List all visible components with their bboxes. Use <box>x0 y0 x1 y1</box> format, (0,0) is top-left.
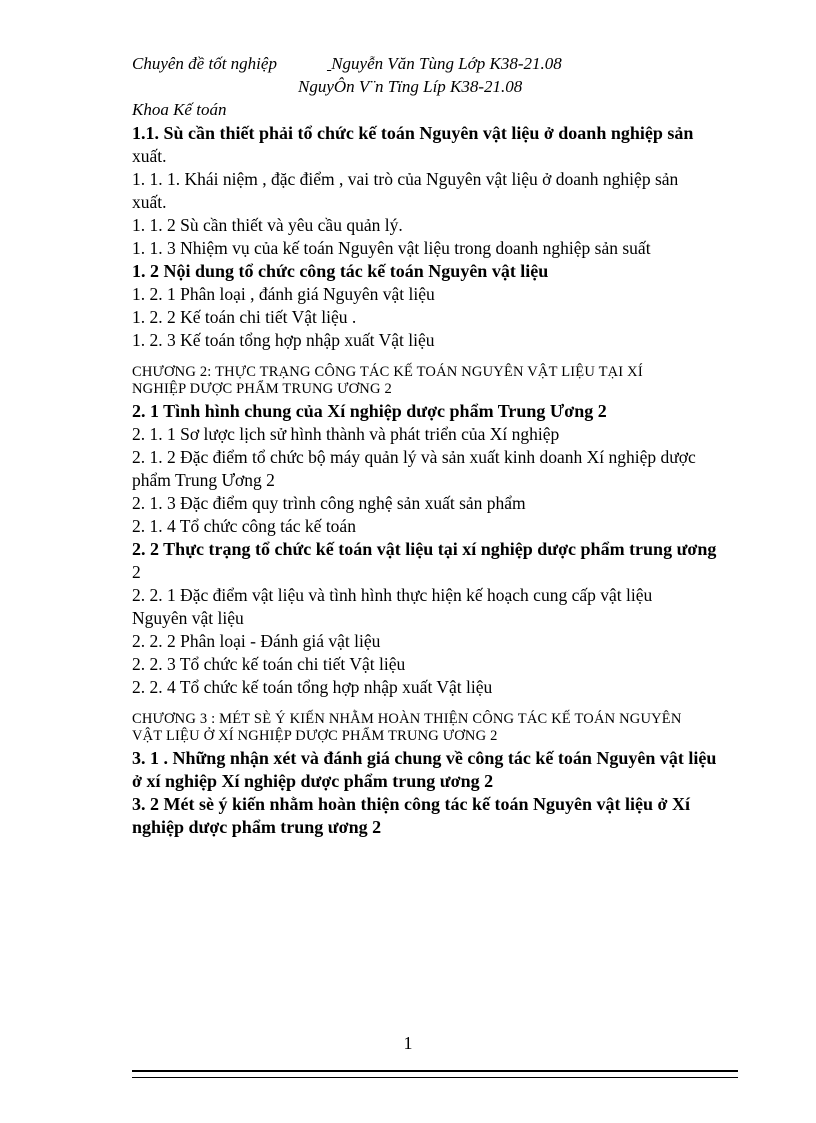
section-heading-line: ở xí nghiệp Xí nghiệp dược phẩm trung ương 2 <box>132 771 494 791</box>
toc-line: 1. 2. 2 Kế toán chi tiết Vật liệu . <box>132 307 357 327</box>
toc-line: 2 <box>132 562 141 582</box>
chapter-heading-line: NGHIỆP DƯỢC PHẨM TRUNG ƯƠNG 2 <box>132 381 392 397</box>
toc-line: 1. 2. 3 Kế toán tổng hợp nhập xuất Vật liệu <box>132 330 435 350</box>
toc-line: 1. 1. 2 Sù cần thiết và yêu cầu quản lý. <box>132 215 403 235</box>
section-heading-line: 3. 2 Mét sè ý kiến nhằm hoàn thiện công tác kế toán Nguyên vật liệu ở Xí <box>132 794 690 814</box>
header-author: Nguyễn Văn Tùng Lớp K38-21.08 <box>331 54 562 73</box>
header-garbled-author: NguyÔn V¨n Tïng Líp K38-21.08 <box>298 77 523 96</box>
toc-line: 2. 1. 2 Đặc điểm tổ chức bộ máy quản lý và sản xuất kinh doanh Xí nghiệp dược <box>132 447 696 467</box>
table-of-contents <box>132 122 742 839</box>
toc-line: 1. 1. 3 Nhiệm vụ của kế toán Nguyên vật liệu trong doanh nghiệp sản suất <box>132 238 651 258</box>
toc-line: 2. 1. 4 Tổ chức công tác kế toán <box>132 516 356 536</box>
toc-line: 2. 2. 2 Phân loại - Đánh giá vật liệu <box>132 631 381 651</box>
toc-line: 2. 2. 4 Tổ chức kế toán tổng hợp nhập xuất Vật liệu <box>132 677 493 697</box>
section-heading-line: 2. 2 Thực trạng tổ chức kế toán vật liệu tại xí nghiệp dược phẩm trung ương <box>132 539 717 559</box>
toc-line: 1. 1. 1. Khái niệm , đặc điểm , vai trò của Nguyên vật liệu ở doanh nghiệp sản <box>132 169 679 189</box>
toc-line: 2. 1. 1 Sơ lược lịch sử hình thành và phát triển của Xí nghiệp <box>132 424 560 444</box>
chapter-heading-line: VẬT LIỆU Ở XÍ NGHIỆP DƯỢC PHẨM TRUNG ƯƠNG 2 <box>132 728 498 744</box>
toc-line: xuất. <box>132 192 167 212</box>
running-header <box>132 54 742 74</box>
toc-line: xuất. <box>132 146 167 166</box>
toc-line: 2. 1. 3 Đặc điểm quy trình công nghệ sản xuất sản phẩm <box>132 493 526 513</box>
section-heading-line: 1. 2 Nội dung tổ chức công tác kế toán Nguyên vật liệu <box>132 261 549 281</box>
department-label: Khoa Kế toán <box>132 100 227 119</box>
chapter-heading-line: CHƯƠNG 3 : MÉT SÈ Ý KIẾN NHẰM HOÀN THIỆN CÔNG TÁC KẾ TOÁN NGUYÊN <box>132 711 682 727</box>
section-heading-line: 2. 1 Tình hình chung của Xí nghiệp dược phẩm Trung Ương 2 <box>132 401 607 421</box>
section-heading-line: 3. 1 . Những nhận xét và đánh giá chung về công tác kế toán Nguyên vật liệu <box>132 748 717 768</box>
page-number: 1 <box>403 1033 413 1053</box>
toc-line: 2. 2. 3 Tổ chức kế toán chi tiết Vật liệu <box>132 654 406 674</box>
toc-line: 2. 2. 1 Đặc điểm vật liệu và tình hình thực hiện kế hoạch cung cấp vật liệu <box>132 585 653 605</box>
toc-line: phẩm Trung Ương 2 <box>132 470 275 490</box>
chapter-heading-line: CHƯƠNG 2: THỰC TRẠNG CÔNG TÁC KẾ TOÁN NGUYÊN VẬT LIỆU TẠI XÍ <box>132 364 643 380</box>
section-heading-line: nghiệp dược phẩm trung ương 2 <box>132 817 382 837</box>
toc-line: Nguyên vật liệu <box>132 608 244 628</box>
footer-rule-thick <box>132 1070 738 1072</box>
section-heading-line: 1.1. Sù cần thiết phải tổ chức kế toán Nguyên vật liệu ở doanh nghiệp sản <box>132 123 694 143</box>
footer-rule-thin <box>132 1077 738 1078</box>
header-title: Chuyên đề tốt nghiệp <box>132 54 277 73</box>
toc-line: 1. 2. 1 Phân loại , đánh giá Nguyên vật liệu <box>132 284 435 304</box>
